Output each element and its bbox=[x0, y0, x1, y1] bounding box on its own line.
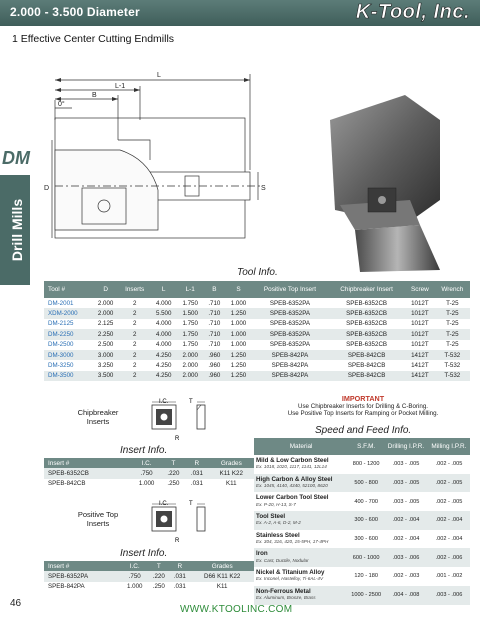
table-row bbox=[254, 455, 470, 474]
material-examples: Ex. 304, 316, 420, 15-5PH, 17-4PH bbox=[256, 539, 329, 545]
table-cell: SPEB-6352PA bbox=[252, 308, 328, 318]
table-cell: 2.125 bbox=[97, 320, 114, 328]
insert-number: SPEB-6352CB bbox=[44, 468, 132, 479]
sfm-value: 300 - 600 bbox=[348, 511, 384, 530]
chipbreaker-dim-t: T bbox=[189, 399, 193, 405]
table-cell: 2.500 bbox=[97, 341, 114, 349]
table-cell: 4.250 bbox=[155, 362, 172, 370]
table-row bbox=[254, 548, 470, 567]
dim-label-L: L bbox=[157, 72, 161, 79]
table-cell: T-532 bbox=[435, 350, 470, 360]
column-header: Screw bbox=[405, 281, 435, 298]
table-row bbox=[44, 340, 470, 350]
dim-label-angle: 0° bbox=[58, 101, 65, 108]
table-cell: 1.250 bbox=[230, 362, 247, 370]
table-row bbox=[254, 586, 470, 605]
table-cell: SPEB-842PA bbox=[271, 362, 309, 370]
table-cell: 2 bbox=[119, 371, 151, 381]
category-label: Drill Mills bbox=[9, 198, 25, 262]
drilling-ipr-value: .002 - .004 bbox=[384, 511, 428, 530]
material-cell bbox=[254, 474, 348, 493]
chipbreaker-dim-r: R bbox=[175, 436, 180, 442]
material-examples: Ex. Aluminum, Bronze, Brass bbox=[256, 595, 316, 601]
column-header: Positive Top Insert bbox=[252, 281, 328, 298]
table-cell: 1412T bbox=[405, 350, 435, 360]
table-row bbox=[44, 308, 470, 318]
table-cell: 2.000 bbox=[182, 362, 198, 370]
drilling-ipr-value: .003 - .005 bbox=[392, 498, 420, 505]
table-cell: 4.000 bbox=[150, 329, 177, 339]
table-row bbox=[254, 474, 470, 493]
positive-top-insert-diagram bbox=[145, 500, 215, 544]
column-header: Insert # bbox=[44, 561, 121, 571]
table-cell: .250 bbox=[167, 480, 180, 488]
material-cell bbox=[254, 567, 348, 586]
material-cell bbox=[254, 548, 348, 567]
column-header: T bbox=[162, 458, 185, 468]
column-header: Grades bbox=[190, 561, 254, 571]
page-number: 46 bbox=[10, 598, 22, 609]
table-cell: .710 bbox=[208, 341, 221, 349]
table-cell: 2 bbox=[132, 299, 137, 307]
table-cell: 1.000 bbox=[230, 320, 247, 328]
speed-feed-title: Speed and Feed Info. bbox=[315, 425, 412, 436]
table-cell: 1.750 bbox=[182, 299, 198, 307]
table-cell: .220 bbox=[162, 468, 185, 479]
company-logo: K-Tool, Inc. bbox=[355, 1, 470, 23]
material-cell bbox=[254, 455, 348, 474]
table-cell: SPEB-842PA bbox=[252, 371, 328, 381]
tool-number: DM-2001 bbox=[48, 299, 74, 307]
table-cell: K11 K22 bbox=[209, 468, 254, 479]
table-row bbox=[44, 360, 470, 370]
table-cell: 1412T bbox=[411, 362, 429, 370]
dim-label-B: B bbox=[92, 92, 97, 99]
milling-ipr-value: .002 - .004 bbox=[435, 536, 463, 543]
table-cell: 1.500 bbox=[177, 308, 204, 318]
chipbreaker-insert-diagram bbox=[145, 398, 215, 442]
tool-info-title: Tool Info. bbox=[237, 267, 278, 278]
material-cell bbox=[254, 586, 348, 605]
table-cell: .960 bbox=[203, 371, 225, 381]
material-name: Iron bbox=[256, 550, 268, 558]
table-cell: 1012T bbox=[411, 299, 429, 307]
table-row bbox=[44, 329, 470, 339]
table-cell: 1012T bbox=[411, 341, 429, 349]
insert-number: SPEB-842PA bbox=[48, 583, 85, 591]
table-cell: .250 bbox=[152, 583, 165, 591]
table-cell: 4.250 bbox=[150, 350, 177, 360]
material-examples: Ex. A-2, A-6, D-2, M-2 bbox=[256, 520, 301, 526]
arrow bbox=[55, 88, 61, 92]
table-cell: SPEB-842CB bbox=[347, 362, 386, 370]
table-row bbox=[44, 319, 470, 329]
column-header: D bbox=[92, 281, 119, 298]
column-header: L bbox=[150, 281, 177, 298]
table-cell: SPEB-6352CB bbox=[346, 320, 388, 328]
table-cell: .031 bbox=[185, 468, 208, 479]
table-row bbox=[44, 350, 470, 360]
tool-number: DM-3500 bbox=[44, 371, 92, 381]
table-cell: 1.250 bbox=[225, 350, 252, 360]
table-cell: 1.750 bbox=[177, 329, 204, 339]
table-cell: .710 bbox=[203, 329, 225, 339]
table-cell: 4.000 bbox=[155, 320, 172, 328]
milling-ipr-value: .002 - .005 bbox=[428, 474, 470, 493]
table-cell: 1.750 bbox=[182, 320, 198, 328]
table-row bbox=[44, 582, 254, 593]
table-cell: 1.750 bbox=[182, 341, 198, 349]
drilling-ipr-value: .002 - .004 bbox=[392, 536, 420, 543]
sfm-value: 400 - 700 bbox=[354, 498, 378, 505]
material-examples: Ex. P-20, H-13, S-7 bbox=[256, 501, 296, 507]
table-row bbox=[254, 567, 470, 586]
insert-number: SPEB-842CB bbox=[48, 480, 86, 488]
table-cell: 1.250 bbox=[225, 308, 252, 318]
tool-info-table bbox=[44, 281, 470, 381]
tool-number: DM-3250 bbox=[48, 362, 74, 370]
table-cell: SPEB-6352CB bbox=[346, 341, 388, 349]
sfm-value: 500 - 800 bbox=[348, 474, 384, 493]
important-line2: Use Positive Top Inserts for Ramping or Pocket Milling. bbox=[287, 410, 439, 417]
arrow bbox=[244, 78, 250, 82]
column-header: R bbox=[169, 561, 190, 571]
material-name: Lower Carbon Tool Steel bbox=[256, 494, 329, 502]
material-examples: Ex. 1045, 4140, 4340, 52100, 8620 bbox=[256, 483, 328, 489]
page-title: 2.000 - 3.500 Diameter bbox=[10, 5, 140, 19]
sfm-value: 800 - 1200 bbox=[352, 461, 380, 468]
drilling-ipr-value: .003 - .005 bbox=[392, 461, 420, 468]
material-name: Stainless Steel bbox=[256, 531, 300, 539]
table-cell: 4.000 bbox=[155, 341, 172, 349]
column-header: B bbox=[203, 281, 225, 298]
table-cell: .750 bbox=[132, 468, 162, 479]
table-cell: T-25 bbox=[446, 320, 459, 328]
arrow bbox=[55, 78, 61, 82]
milling-ipr-value: .002 - .006 bbox=[428, 548, 470, 567]
table-row bbox=[44, 371, 470, 381]
table-row bbox=[44, 479, 254, 490]
insert-info-table-2 bbox=[44, 561, 254, 592]
table-cell: 1.000 bbox=[230, 299, 247, 307]
table-cell: SPEB-6352CB bbox=[328, 308, 405, 318]
table-cell: SPEB-6352PA bbox=[252, 329, 328, 339]
tool-number: XDM-2000 bbox=[44, 308, 92, 318]
drilling-ipr-value: .003 - .006 bbox=[384, 548, 428, 567]
table-cell: 1.000 bbox=[230, 341, 247, 349]
table-cell: SPEB-6352PA bbox=[269, 341, 310, 349]
table-cell: D66 K11 K22 bbox=[190, 571, 254, 582]
sfm-value: 120 - 180 bbox=[354, 573, 378, 580]
chipbreaker-dim-ic: I.C. bbox=[159, 399, 169, 405]
table-cell: 2 bbox=[119, 329, 151, 339]
column-header: Material bbox=[254, 438, 348, 455]
tool-photo bbox=[330, 95, 440, 272]
table-cell: T-25 bbox=[435, 329, 470, 339]
tool-number: DM-2500 bbox=[48, 341, 74, 349]
table-cell: 2.000 bbox=[177, 371, 204, 381]
table-cell: SPEB-842PA bbox=[252, 350, 328, 360]
insert-info-title-1: Insert Info. bbox=[120, 445, 168, 456]
positive-top-label-line1: Positive Top bbox=[77, 510, 119, 519]
milling-ipr-value: .003 - .006 bbox=[428, 586, 470, 605]
material-examples: Ex. Cast, Ductile, Nodular bbox=[256, 557, 309, 563]
column-header: Grades bbox=[209, 458, 254, 468]
table-cell: T-532 bbox=[444, 362, 461, 370]
table-cell: .031 bbox=[190, 480, 203, 488]
table-row bbox=[44, 571, 254, 582]
table-cell: .031 bbox=[173, 583, 186, 591]
column-header: I.C. bbox=[132, 458, 162, 468]
table-cell: 3.000 bbox=[92, 350, 119, 360]
drilling-ipr-value: .002 - .003 bbox=[392, 573, 420, 580]
table-cell: 1012T bbox=[405, 329, 435, 339]
positive-top-label-line2: Inserts bbox=[86, 519, 110, 528]
table-cell: T-532 bbox=[435, 371, 470, 381]
table-cell: .960 bbox=[203, 350, 225, 360]
material-cell bbox=[254, 492, 348, 511]
drilling-ipr-value: .003 - .005 bbox=[384, 474, 428, 493]
insert-info-title-2: Insert Info. bbox=[120, 548, 168, 559]
positive-top-dim-r: R bbox=[175, 538, 180, 544]
column-header: Insert # bbox=[44, 458, 132, 468]
product-subtitle: 1 Effective Center Cutting Endmills bbox=[12, 33, 175, 45]
table-cell: SPEB-6352PA bbox=[269, 299, 310, 307]
sfm-value: 1000 - 2500 bbox=[348, 586, 384, 605]
table-cell: 5.500 bbox=[150, 308, 177, 318]
table-cell: T-25 bbox=[446, 299, 459, 307]
positive-top-dim-ic: I.C. bbox=[159, 501, 169, 507]
table-cell: SPEB-842CB bbox=[328, 350, 405, 360]
material-cell bbox=[254, 530, 348, 549]
material-cell bbox=[254, 511, 348, 530]
table-cell: 2.000 bbox=[92, 308, 119, 318]
insert-number: SPEB-6352PA bbox=[44, 571, 121, 582]
milling-ipr-value: .002 - .004 bbox=[428, 511, 470, 530]
milling-ipr-value: .002 - .005 bbox=[435, 498, 463, 505]
table-row bbox=[44, 468, 254, 479]
dim-label-S: S bbox=[261, 185, 266, 192]
table-cell: 1412T bbox=[405, 371, 435, 381]
column-header: Drilling I.P.R. bbox=[384, 438, 428, 455]
table-cell: 1.250 bbox=[225, 371, 252, 381]
important-note bbox=[256, 395, 470, 418]
table-cell: 1012T bbox=[405, 308, 435, 318]
table-cell: .710 bbox=[203, 308, 225, 318]
column-header: R bbox=[185, 458, 208, 468]
chipbreaker-label-line2: Inserts bbox=[86, 417, 110, 426]
material-examples: Ex. 1018, 1020, 1117, 1141, 12L14 bbox=[256, 464, 327, 470]
column-header: Milling I.P.R. bbox=[428, 438, 470, 455]
column-header: T bbox=[148, 561, 169, 571]
table-cell: 2 bbox=[132, 362, 137, 370]
table-row bbox=[44, 298, 470, 308]
sfm-value: 600 - 1000 bbox=[348, 548, 384, 567]
table-cell: T-25 bbox=[446, 341, 459, 349]
tool-drawing bbox=[0, 0, 480, 290]
table-row bbox=[254, 492, 470, 511]
table-cell: 2 bbox=[119, 308, 151, 318]
table-cell: K11 bbox=[216, 583, 228, 591]
milling-ipr-value: .002 - .005 bbox=[435, 461, 463, 468]
positive-top-dim-t: T bbox=[189, 501, 193, 507]
material-name: Non-Ferrous Metal bbox=[256, 587, 311, 595]
table-cell: .960 bbox=[208, 362, 221, 370]
table-cell: .031 bbox=[169, 571, 190, 582]
table-cell: SPEB-842CB bbox=[328, 371, 405, 381]
table-cell: 3.500 bbox=[92, 371, 119, 381]
material-name: Nickel & Titanium Alloy bbox=[256, 568, 325, 576]
table-cell: 2 bbox=[132, 341, 137, 349]
table-cell: .220 bbox=[148, 571, 169, 582]
table-cell: 3.250 bbox=[97, 362, 114, 370]
table-row bbox=[254, 511, 470, 530]
column-header: I.C. bbox=[121, 561, 148, 571]
milling-ipr-value: .001 - .002 bbox=[435, 573, 463, 580]
table-cell: SPEB-6352CB bbox=[328, 329, 405, 339]
material-examples: Ex. Inconel, Hastelloy, Ti-6AL-4V bbox=[256, 576, 324, 582]
table-cell: 2 bbox=[132, 320, 137, 328]
insert-info-table-1 bbox=[44, 458, 254, 489]
table-cell: T-25 bbox=[435, 308, 470, 318]
column-header: S.F.M. bbox=[348, 438, 384, 455]
table-cell: 1012T bbox=[411, 320, 429, 328]
positive-top-label bbox=[58, 510, 138, 528]
table-cell: .710 bbox=[208, 299, 221, 307]
table-cell: 4.000 bbox=[155, 299, 172, 307]
material-name: Mild & Low Carbon Steel bbox=[256, 456, 329, 464]
table-cell: 1.000 bbox=[138, 480, 155, 488]
table-cell: 4.250 bbox=[150, 371, 177, 381]
arrow bbox=[112, 97, 118, 101]
material-name: High Carbon & Alloy Steel bbox=[256, 475, 333, 483]
table-cell: 2.000 bbox=[97, 299, 114, 307]
table-cell: 1.000 bbox=[126, 583, 143, 591]
tool-number: DM-2125 bbox=[48, 320, 74, 328]
column-header: Inserts bbox=[119, 281, 151, 298]
column-header: S bbox=[225, 281, 252, 298]
table-row bbox=[254, 530, 470, 549]
website-link[interactable]: WWW.KTOOLINC.COM bbox=[180, 604, 293, 615]
table-cell: .750 bbox=[121, 571, 148, 582]
column-header: Chipbreaker Insert bbox=[328, 281, 405, 298]
speed-feed-table bbox=[254, 438, 470, 605]
drilling-ipr-value: .004 - .008 bbox=[384, 586, 428, 605]
table-cell: 2 bbox=[119, 350, 151, 360]
table-cell: .710 bbox=[208, 320, 221, 328]
chipbreaker-label-line1: Chipbreaker bbox=[77, 408, 119, 417]
arrow bbox=[134, 88, 140, 92]
table-cell: SPEB-6352PA bbox=[269, 320, 310, 328]
tool-number: DM-2250 bbox=[44, 329, 92, 339]
material-name: Tool Steel bbox=[256, 512, 286, 520]
table-cell: 2.000 bbox=[177, 350, 204, 360]
column-header: L-1 bbox=[177, 281, 204, 298]
important-line1: Use Chipbreaker Inserts for Drilling & C-Boring. bbox=[298, 402, 428, 410]
table-cell: SPEB-6352CB bbox=[346, 299, 388, 307]
chipbreaker-label bbox=[58, 408, 138, 426]
tool-number: DM-3000 bbox=[44, 350, 92, 360]
table-cell: 1.000 bbox=[225, 329, 252, 339]
series-code: DM bbox=[2, 148, 30, 168]
important-title: IMPORTANT bbox=[341, 394, 385, 403]
column-header: Tool # bbox=[44, 281, 92, 298]
dim-label-D: D bbox=[44, 185, 50, 192]
table-cell: K11 bbox=[226, 480, 237, 488]
column-header: Wrench bbox=[435, 281, 470, 298]
sfm-value: 300 - 600 bbox=[354, 536, 378, 543]
dim-label-L1: L-1 bbox=[115, 83, 126, 90]
table-cell: 2.250 bbox=[92, 329, 119, 339]
